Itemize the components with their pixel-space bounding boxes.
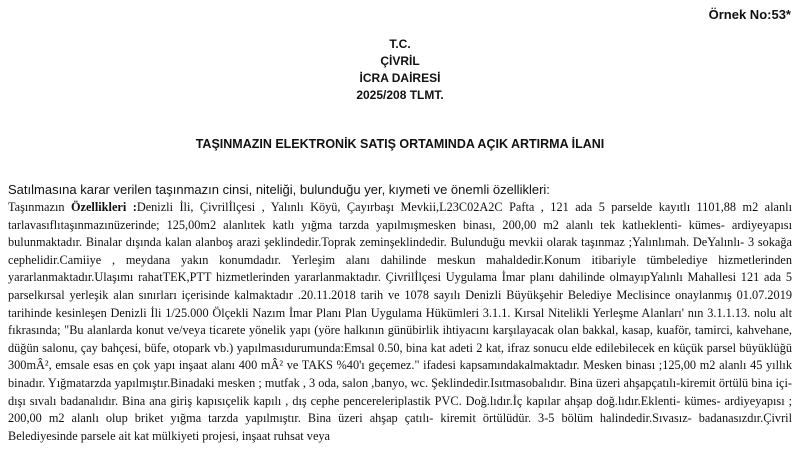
header-line-tc: T.C. <box>389 37 411 51</box>
header-line-district: ÇİVRİL <box>380 54 420 68</box>
body-prefix: Taşınmazın <box>8 200 71 214</box>
header-line-file-no: 2025/208 TLMT. <box>356 88 444 102</box>
document-header <box>0 36 800 104</box>
property-description <box>8 199 792 445</box>
sample-number: Örnek No:53* <box>708 7 791 22</box>
body-text: Denizli İli, Çivrilİlçesi , Yalınlı Köyü, Çayırbaşı Mevkii,L23C02A2C Pafta , 121 ada 5 parselde kayıtlı 1101,88 m2 alanlı tarlavasıflıtaşınmazınüzerinde; 125,00m2 alanlıtek katlı yığma tarzda yapılmışmesken binası, 200,00 m2 alanlı tek katlıeklenti- kümes- ardiyeyapısı bulunmaktadır. Binalar dışında kalan alanboş arazi şeklindedir.Toprak zeminşeklindedir. Bulunduğu mevkii olarak taşınmaz ;Yalınlımah. DeYalınlı- 3 sokağa cephelidir.Camiiye , meydana yakın konumdadır. Yerleşim alanı dahilinde meskun mahaldedir.Konum itibariyle tümbelediye hizmetlerinden yararlanmaktadır.Ulaşımı rahatTEK,PTT hizmetlerinden yararlanmaktadır. Çivrilİlçesi Uygulama İmar planı dahilinde olmayıpYalınlı Mahallesi 121 ada 5 parselkırsal yerleşik alan sınırları içerisinde kalmaktadır .20.11.2018 tarih ve 1078 sayılı Denizli Büyükşehir Belediye Meclisince onaylanmış 01.07.2019 tarihinde kesinleşen Denizli İli 1/25.000 Ölçekli Nazım İmar Planı Plan Uygulama Hükümleri 3.1.1. Kırsal Nitelikli Yerleşme Alanları' nın 3.1.1.13. nolu alt fıkrasında; "Bu alanlarda konut ve/veya ticarete yönelik yapı (yöre halkının günübirlik ihtiyacını karşılayacak olan bakkal, kasap, kuaför, tamirci, kahvehane, düğün salonu, çay bahçesi, büfe, otopark vb.) yapılmasıdurumunda:Emsal 0.50, bina kat adeti 2 kat, ifraz sonucu elde edilebilecek en küçük parsel büyüklüğü 300mÂ², emsale esas en çok yapı inşaat alanı 400 mÂ² ve TAKS %40'ı geçemez." ifadesi kapsamındakalmaktadır. Mesken binası ;125,00 m2 alanlı 45 yıllık binadır. Yığmatarzda yapılmıştır.Binadaki mesken ; mutfak , 3 oda, salon ,banyo, wc. Şeklindedir.Isıtmasobalıdır. Bina üzeri ahşapçatılı-kiremit örtülü bina içi- dışı sıvalı badanalıdır. Bina ana giriş kapısıçelik kapılı , dış cephe pencereleriplastik PVC. Doğ.lıdır.İç kapılar ahşap doğ.lıdır.Eklenti- kümes- ardiyeyapısı ; 200,00 m2 alanlı olup briket yığma tarzda yapılmıştır. Bina üzeri ahşap çatılı- kiremit örtülüdür. 3-5 bölüm halindedir.Sıvasız- badanasızdır.Çivril Belediyesinde parsele ait kat mülkiyeti projesi, inşaat ruhsat veya <box>8 200 792 443</box>
header-line-office: İCRA DAİRESİ <box>359 71 441 85</box>
intro-text: Satılmasına karar verilen taşınmazın cinsi, niteliği, bulunduğu yer, kıymeti ve önemli özellikleri: <box>8 182 550 197</box>
features-label: Özellikleri : <box>70 200 137 214</box>
document-title: TAŞINMAZIN ELEKTRONİK SATIŞ ORTAMINDA AÇIK ARTIRMA İLANI <box>195 137 605 151</box>
